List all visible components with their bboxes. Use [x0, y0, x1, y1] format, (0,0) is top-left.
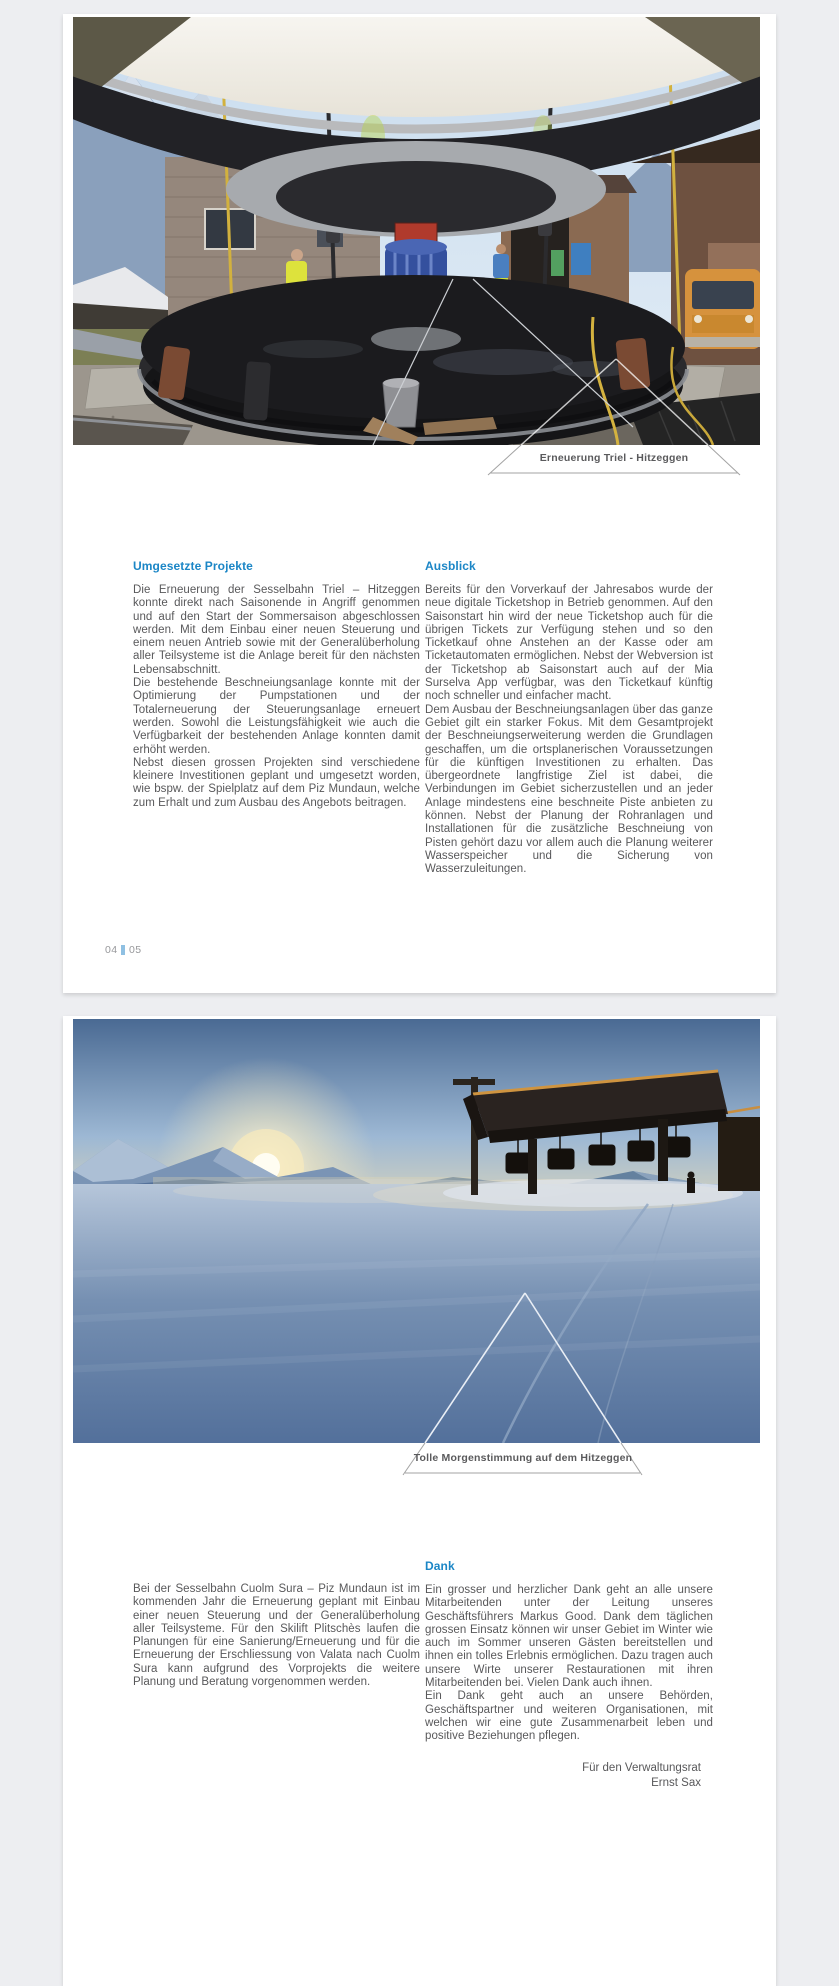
page-number-left: 04: [105, 944, 118, 956]
caption-triangle-marker-base: [63, 445, 776, 485]
page-number: [105, 944, 141, 956]
paragraph: Bei der Sesselbahn Cuolm Sura – Piz Mundaun ist im kommenden Jahr die Erneuerung geplant mit Einbau einer neuen Steuerung und der Generalüberholung aller Teilsysteme. Für den Skilift Plitschès laufen die Planungen für eine Sanierung/Erneuerung und für die Erneuerung der Erschliessung von Valata nach Cuolm Sura kann aufgrund des Vorprojekts die weitere Planung und Beratung vorgenommen werden.: [133, 1583, 420, 1689]
heading-dank: Dank: [425, 1559, 455, 1573]
signature-name: Ernst Sax: [651, 1777, 701, 1789]
signature-role: Für den Verwaltungsrat: [582, 1762, 701, 1774]
photo1-caption: Erneuerung Triel - Hitzeggen: [539, 452, 689, 464]
paragraph: Nebst diesen grossen Projekten sind verschiedene kleinere Investitionen geplant und umgesetzt worden, wie bspw. der Spielplatz auf dem Piz Mundaun, welche zum Erhalt und zum Ausbau des Angebots beitragen.: [133, 756, 420, 809]
report-page-1: [63, 14, 776, 993]
paragraph: Die bestehende Beschneiungsanlage konnte mit der Optimierung der Pumpstationen und der Totalerneuerung der Steuerungsanlage erneuert werden. Sowohl die Leistungsfähigkeit wie auch die Verfügbarkeit der bestehenden Anlage konnten damit erhöht werden.: [133, 677, 420, 756]
paragraph: Ein Dank geht auch an unsere Behörden, Geschäftspartner und weiteren Organisationen, mit welchen wir eine gute Zusammenarbeit leben und positive Beziehungen pflegen.: [425, 1690, 713, 1743]
paragraph: Ein grosser und herzlicher Dank geht an alle unsere Mitarbeitenden unter der Leitung unseres Geschäftsführers Markus Good. Dank dem täglichen grossen Einsatz können wir unser Gebiet im Winter wie auch im Sommer unseren Gästen bereitstellen und ihnen ein tolles Erlebnis ermöglichen. Dazu tragen auch unsere Wirte unserer Restaurationen mit ihren Mitarbeitenden bei. Vielen Dank auch ihnen.: [425, 1584, 713, 1690]
page-number-divider: [121, 945, 125, 955]
heading-umgesetzte-projekte: Umgesetzte Projekte: [133, 559, 253, 573]
construction-photo-illustration: [73, 17, 760, 445]
photo2-caption: Tolle Morgenstimmung auf dem Hitzeggen: [413, 1452, 633, 1464]
photo2-caption-block: [63, 1443, 776, 1483]
paragraph: Dem Ausbau der Beschneiungsanlagen über das ganze Gebiet gilt ein starker Fokus. Mit dem Gesamtprojekt der Beschneiungserweiterung werden die Grundlagen geschaffen, um die ortsplanerischen Voraussetzungen für die künftigen Investitionen zu erhalten. Das übergeordnete langfristige Ziel ist dabei, die Verbindungen im Gebiet sicherzustellen und an jeder Anlage mindestens eine beschneite Piste anbieten zu können. Nebst der Planung der Rohranlagen und Installationen für die zusätzliche Beschneiung von Pisten gehört dazu vor allem auch die Planung weiterer Wasserspeicher und die Sicherung von Wasserzuleitungen.: [425, 703, 713, 876]
paragraph: Die Erneuerung der Sesselbahn Triel – Hitzeggen konnte direkt nach Saisonende in Angriff genommen und auf den Start der Sommersaison abgeschlossen werden. Mit dem Einbau einer neuen Steuerung und einem neuen Antrieb sowie mit der Generalüberholung aller Teilsysteme ist die Anlage bereit für den nächsten Lebensabschnitt.: [133, 584, 420, 676]
paragraph: Bereits für den Vorverkauf der Jahresabos wurde der neue digitale Ticketshop in Betrieb genommen. Auf den Saisonstart hin wird der neue Ticketshop auch für die übrigen Tickets zur Verfügung stehen und so den Ticketkauf ohne Anstehen an der Kasse oder am Ticketautomaten ermöglichen. Nebst der Webversion ist der Ticketshop ab Saisonstart auch auf der Mia Surselva App verfügbar, was den Ticketkauf künftig noch schneller und einfacher macht.: [425, 584, 713, 703]
sunrise-photo-illustration: [73, 1019, 760, 1443]
photo1-caption-block: [63, 445, 776, 485]
page-number-right: 05: [128, 944, 142, 956]
column-ausblick: [425, 560, 713, 877]
photo-triel-hitzeggen-construction: [73, 17, 760, 445]
signature-block: [425, 1761, 701, 1791]
photo-morgenstimmung-hitzeggen: [73, 1019, 760, 1443]
column-kommende-projekte: [133, 1583, 420, 1689]
column-dank: [425, 1560, 713, 1744]
report-page-2: [63, 1016, 776, 1986]
heading-ausblick: Ausblick: [425, 559, 476, 573]
column-umgesetzte-projekte: [133, 560, 420, 810]
